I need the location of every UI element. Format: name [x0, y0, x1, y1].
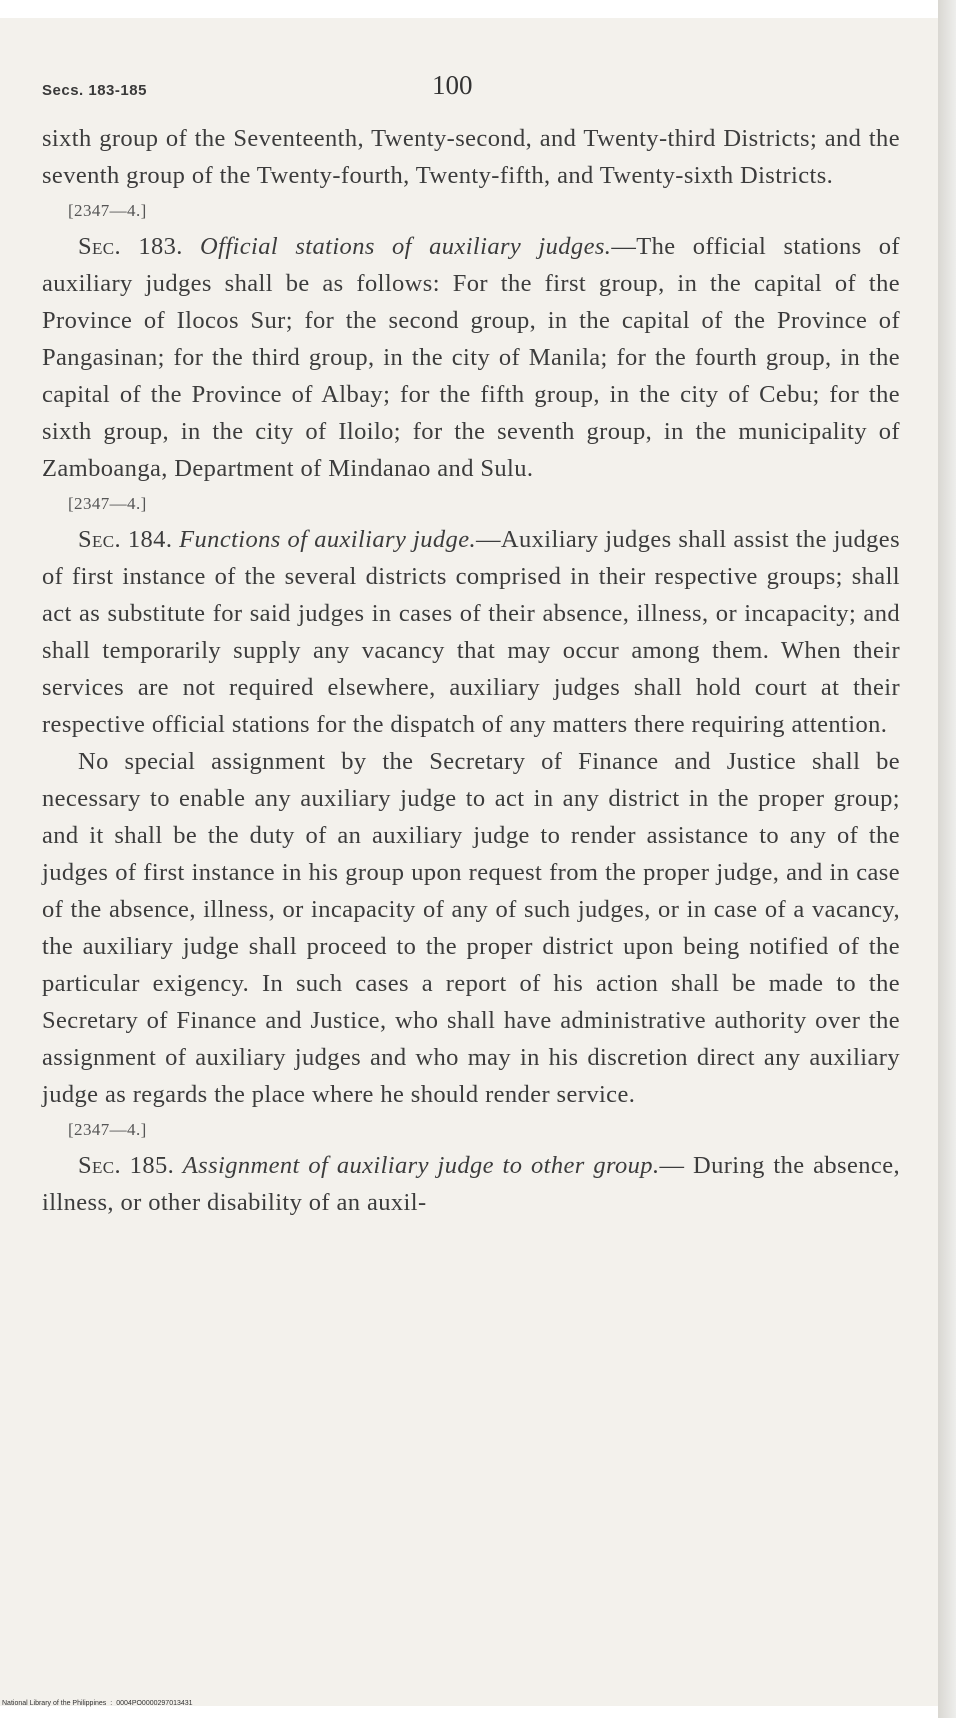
intro-paragraph: sixth group of the Seventeenth, Twenty-second, and Twenty-third Districts; and the seventh group of the Twenty-fourth, Twenty-fifth, and Twenty-sixth Districts. [42, 125, 900, 189]
page-number: 100 [432, 70, 473, 100]
footer-separator: : [110, 1700, 113, 1707]
running-head [42, 66, 912, 106]
section-label: Sec. 184. [78, 526, 173, 553]
section-label: Sec. 183. [78, 233, 183, 260]
scan-id: 0004PO0000297013431 [116, 1700, 193, 1707]
section-text: —The official stations of auxiliary judges shall be as follows: For the first group, in the capital of the Province of Ilocos Sur; for the second group, in the capital of the Province of Pangasinan; for the third group, in the city of Manila; for the fourth group, in the capital of the Province of Albay; for the fifth group, in the city of Cebu; for the sixth group, in the city of Iloilo; for the seventh group, in the municipality of Zamboanga, Department of Mindanao and Sulu. [42, 233, 900, 482]
scan-footer [2, 1700, 193, 1707]
page-edge [938, 0, 956, 1718]
section-text: —Auxiliary judges shall assist the judges of first instance of the several districts comprised in their respective groups; shall act as substitute for said judges in cases of their absence, illness, or incapacity; and shall temporarily supply any vacancy that may occur among them. When their services are not required elsewhere, auxiliary judges shall hold court at their respective official stations for the dispatch of any matters there requiring attention. [42, 526, 900, 738]
library-name: National Library of the Philippines [2, 1700, 107, 1707]
section-heading: Official stations of auxiliary judges. [200, 233, 612, 260]
section-text: — During the absence, illness, or other disability of an auxil- [42, 1152, 900, 1216]
citation: [2347—4.] [68, 494, 147, 513]
section-185 [42, 1147, 900, 1221]
citation: [2347—4.] [68, 201, 147, 220]
section-range: Secs. 183-185 [42, 82, 147, 99]
section-heading: Functions of auxiliary judge. [179, 526, 476, 553]
section-184-paragraph-2: No special assignment by the Secretary of Finance and Justice shall be necessary to enable any auxiliary judge to act in any district in the proper group; and it shall be the duty of an auxiliary judge to render assistance to any of the judges of first instance in his group upon request from the proper judge, and in case of the absence, illness, or incapacity of any of such judges, or in case of a vacancy, the auxiliary judge shall proceed to the proper district upon being notified of the particular exigency. In such cases a report of his action shall be made to the Secretary of Finance and Justice, who shall have administrative authority over the assignment of auxiliary judges and who may in his discretion direct any auxiliary judge as regards the place where he should render service. [42, 748, 900, 1108]
citation: [2347—4.] [68, 1120, 147, 1139]
section-184 [42, 521, 900, 743]
section-heading: Assignment of auxiliary judge to other group. [182, 1152, 660, 1179]
page-body [42, 120, 900, 1221]
section-183 [42, 228, 900, 487]
section-label: Sec. 185. [78, 1152, 175, 1179]
